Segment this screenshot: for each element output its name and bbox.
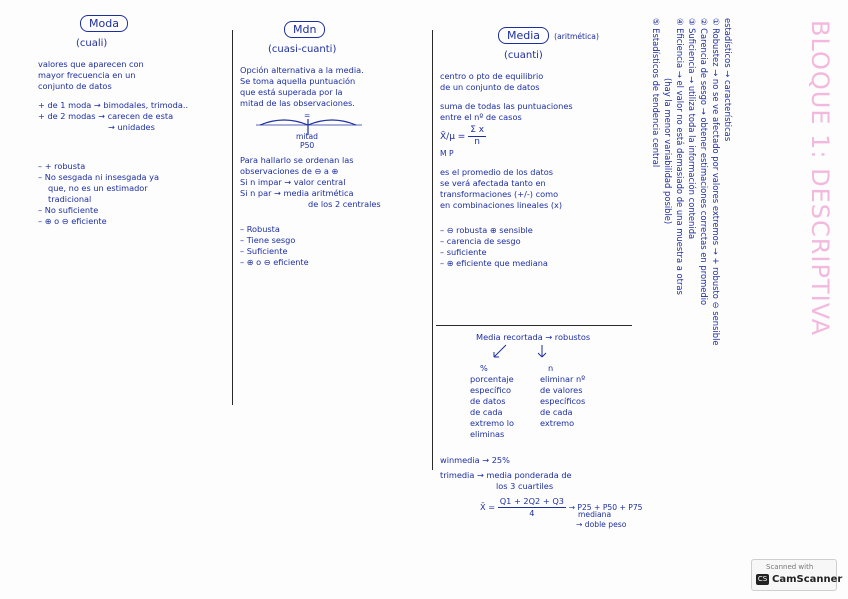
moda-title: Moda	[80, 15, 128, 32]
median-diagram-label: mitad	[296, 132, 318, 141]
mdn-line: Si n impar → valor central	[240, 177, 346, 187]
recortada-right-line: específicos	[540, 396, 586, 406]
properties-line: ④ Eficiencia → el valor no está demasiado de una muestra a otras	[675, 18, 685, 295]
trimedia-line: los 3 cuartiles	[496, 481, 554, 491]
moda-line: mayor frecuencia en un	[38, 70, 136, 80]
camscanner-logo-icon: CS	[757, 575, 768, 583]
mdn-subtitle: (cuasi-cuanti)	[268, 44, 337, 55]
moda-subtitle: (cuali)	[76, 38, 108, 49]
mdn-line: – ⊕ o ⊖ eficiente	[240, 257, 309, 267]
moda-line: – + robusta	[38, 161, 86, 171]
median-diagram	[240, 111, 430, 150]
media-subtitle: (cuanti)	[504, 50, 543, 61]
mdn-line: Se toma aquella puntuación	[240, 76, 356, 86]
recortada-left-line: de datos	[470, 396, 506, 406]
trimedia-num: Q1 + 2Q2 + Q3	[499, 496, 564, 506]
mdn-line: – Robusta	[240, 224, 280, 234]
mdn-line: mitad de las observaciones.	[240, 98, 355, 108]
moda-line: + de 1 moda → bimodales, trimoda..	[38, 100, 189, 110]
moda-line: conjunto de datos	[38, 81, 112, 91]
media-line: – carencia de sesgo	[440, 236, 521, 246]
recortada-right-line: de valores	[540, 385, 583, 395]
moda-line: – No sesgada ni insesgada ya	[38, 172, 160, 182]
trimedia-note: mediana	[578, 510, 612, 519]
recortada-right-line: eliminar nº	[540, 374, 586, 384]
recortada-left-line: porcentaje	[470, 374, 514, 384]
recortada-left-line: de cada	[470, 407, 503, 417]
media-line: – ⊕ eficiente que mediana	[440, 258, 548, 268]
mdn-line: Para hallarlo se ordenan las	[240, 155, 354, 165]
recortada-right-line: de cada	[540, 407, 573, 417]
moda-line: – No suficiente	[38, 205, 99, 215]
mdn-line: observaciones de ⊖ a ⊕	[240, 166, 339, 176]
media-formula-sub: M P	[440, 149, 454, 158]
media-formula	[440, 125, 640, 148]
media-title-note: (aritmética)	[554, 32, 599, 41]
media-line: se verá afectada tanto en	[440, 178, 546, 188]
scanner-badge	[751, 559, 843, 591]
moda-line: + de 2 modas → carecen de esta	[38, 111, 174, 121]
mdn-line: que está superada por la	[240, 87, 343, 97]
moda-line: → unidades	[108, 122, 155, 132]
mdn-line: Si n par → media aritmética	[240, 188, 354, 198]
trimedia-formula-lhs: X̄ =	[480, 502, 496, 512]
properties-line: ③ Suficiencia → utiliza toda la información contenida	[687, 18, 697, 240]
trimedia-rhs-note: → doble peso	[576, 520, 627, 529]
properties-panel	[650, 18, 734, 346]
scanner-brand: CamScanner	[772, 574, 843, 585]
media-line: es el promedio de los datos	[440, 167, 553, 177]
media-column	[440, 12, 640, 269]
trimedia-line: trimedia → media ponderada de	[440, 470, 572, 480]
media-line: centro o pto de equilibrio	[440, 71, 544, 81]
recortada-left-line: eliminas	[470, 429, 505, 439]
column-divider	[432, 30, 433, 470]
mdn-line: de los 2 centrales	[308, 199, 381, 209]
moda-line: valores que aparecen con	[38, 59, 144, 69]
column-divider	[232, 30, 233, 405]
media-line: – ⊖ robusta ⊕ sensible	[440, 225, 533, 235]
media-formula-lhs: X̄/μ =	[440, 132, 466, 142]
moda-line: tradicional	[48, 194, 92, 204]
media-recortada-block	[440, 332, 643, 530]
media-formula-den: n	[474, 137, 480, 147]
winmedia-line: winmedia → 25%	[440, 455, 510, 465]
trimedia-rhs: → P25 + P50 + P75	[568, 503, 643, 512]
branch-arrows-icon	[476, 343, 596, 359]
recortada-right-symbol: n	[548, 363, 554, 373]
mdn-title: Mdn	[284, 21, 325, 38]
media-line: entre el nº de casos	[440, 112, 522, 122]
media-title: Media	[498, 27, 549, 44]
section-divider	[436, 325, 632, 326]
median-diagram-equals: =	[304, 111, 311, 120]
recortada-right-line: extremo	[540, 418, 575, 428]
mdn-column	[240, 12, 430, 268]
media-line: transformaciones (+/-) como	[440, 189, 559, 199]
mdn-line: Opción alternativa a la media.	[240, 65, 364, 75]
recortada-left-line: específico	[470, 385, 511, 395]
recortada-title: Media recortada → robustos	[476, 332, 591, 342]
mdn-line: – Suficiente	[240, 246, 288, 256]
block-title: BLOQUE 1: DESCRIPTIVA	[806, 20, 834, 337]
moda-line: que, no es un estimador	[48, 183, 148, 193]
media-line: de un conjunto de datos	[440, 82, 540, 92]
media-line: – suficiente	[440, 247, 487, 257]
properties-line: (hay la menor variabilidad posible)	[663, 78, 673, 225]
properties-line: ① Robustez → no se ve afectado por valores extremos → + robusto ⊖ sensible	[711, 18, 721, 346]
moda-line: – ⊕ o ⊖ eficiente	[38, 216, 107, 226]
properties-line: estadísticos → características	[723, 18, 733, 142]
median-diagram-p50: P50	[300, 141, 315, 150]
trimedia-den: 4	[529, 508, 535, 518]
media-formula-num: Σ x	[470, 125, 485, 135]
recortada-left-symbol: %	[480, 363, 488, 373]
mdn-line: – Tiene sesgo	[240, 235, 296, 245]
trimedia-fraction	[498, 496, 566, 519]
scanner-caption: Scanned with	[766, 563, 814, 571]
media-line: suma de todas las puntuaciones	[440, 101, 573, 111]
media-formula-fraction	[468, 125, 486, 148]
properties-line: ⑤ Estadísticos de tendencia central	[651, 18, 661, 168]
media-line: en combinaciones lineales (x)	[440, 200, 563, 210]
recortada-left-line: extremo lo	[470, 418, 515, 428]
moda-column	[38, 12, 228, 227]
properties-line: ② Carencia de sesgo → obtener estimaciones correctas en promedio	[699, 18, 709, 306]
